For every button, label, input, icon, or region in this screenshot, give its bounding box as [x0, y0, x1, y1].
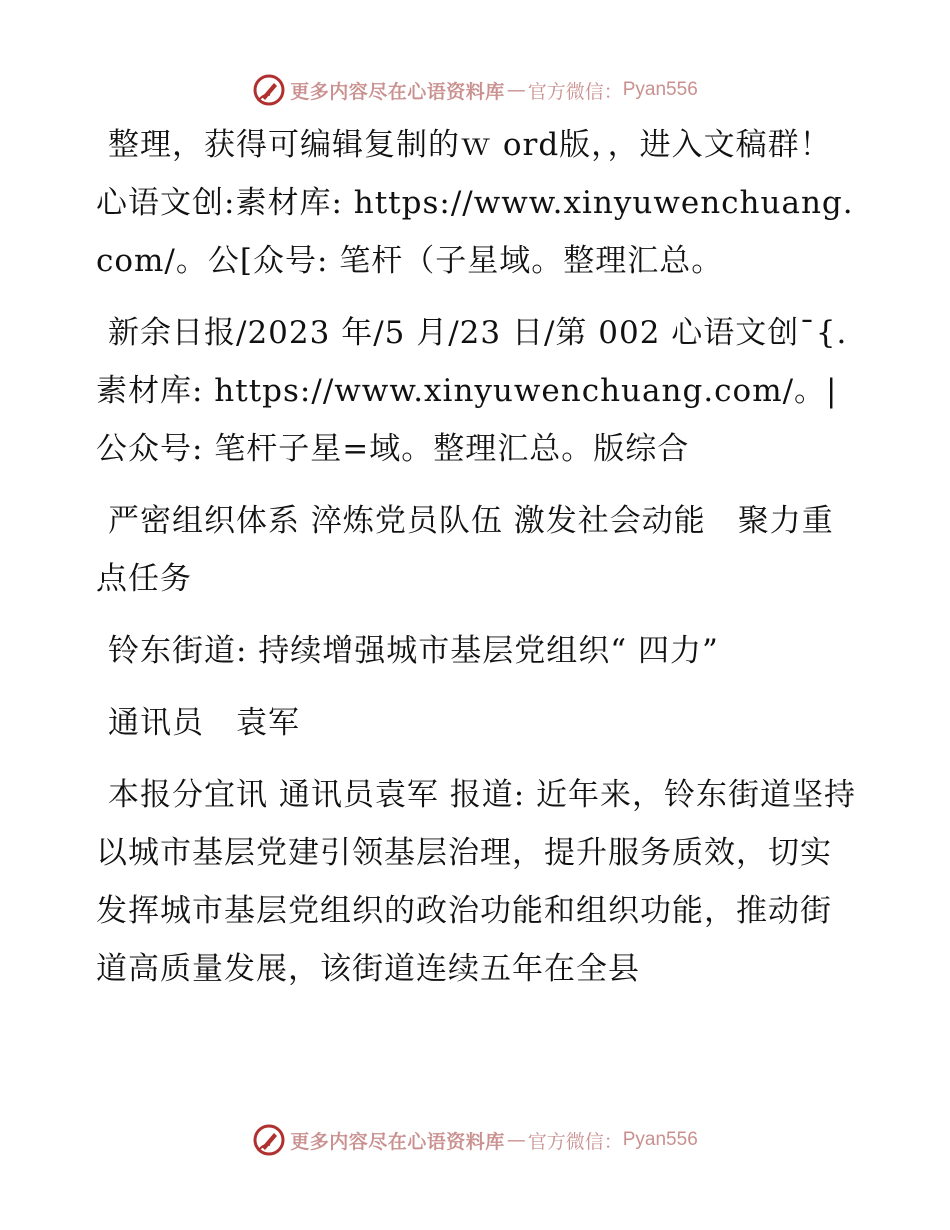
watermark-dash: — [506, 79, 526, 101]
watermark-main-text: 更多内容尽在心语资料库 [290, 80, 505, 103]
watermark-dash: — [506, 1129, 526, 1151]
paragraph-body [96, 766, 856, 998]
paragraph-text: 铃东街道: 持续增强城市基层党组织“ 四力” [108, 633, 719, 669]
paragraph-text: 整理，获得可编辑复制的ｗ ord版，，进入文稿群！心语文创:素材库: https://www.xinyuwenchuang.com/。公[众号: 笔杆（子星域。整理汇总。 [96, 127, 854, 279]
watermark-official-label: 官方微信： [527, 1130, 623, 1153]
watermark-official-label: 官方微信： [527, 80, 623, 103]
watermark-wechat-id: Pyan556 [622, 1129, 698, 1150]
paragraph-subtitle [96, 622, 856, 680]
paragraph-intro [96, 116, 856, 290]
footer-watermark [0, 1120, 950, 1160]
paragraph-text: 通讯员 袁军 [108, 705, 300, 741]
document-body [96, 116, 856, 1012]
pen-logo-icon [252, 1123, 286, 1157]
watermark-main-text: 更多内容尽在心语资料库 [290, 1130, 505, 1153]
paragraph-text: 新余日报/2023 年/5 月/23 日/第 002 心语文创¯{.素材库: https://www.xinyuwenchuang.com/。|公众号: 笔杆子星=域。整理汇总。版综合 [96, 315, 848, 467]
paragraph-source [96, 304, 856, 478]
paragraph-text: 本报分宜讯 通讯员袁军 报道: 近年来，铃东街道坚持以城市基层党建引领基层治理，提升服务质效，切实发挥城市基层党组织的政治功能和组织功能，推动街道高质量发展，该街道连续五年在全县 [96, 777, 857, 987]
paragraph-headline [96, 492, 856, 608]
paragraph-text: 严密组织体系 淬炼党员队伍 激发社会动能 聚力重点任务 [96, 503, 834, 597]
pen-logo-icon [252, 73, 286, 107]
header-watermark [0, 70, 950, 110]
watermark-wechat-id: Pyan556 [622, 79, 698, 100]
paragraph-byline [96, 694, 856, 752]
